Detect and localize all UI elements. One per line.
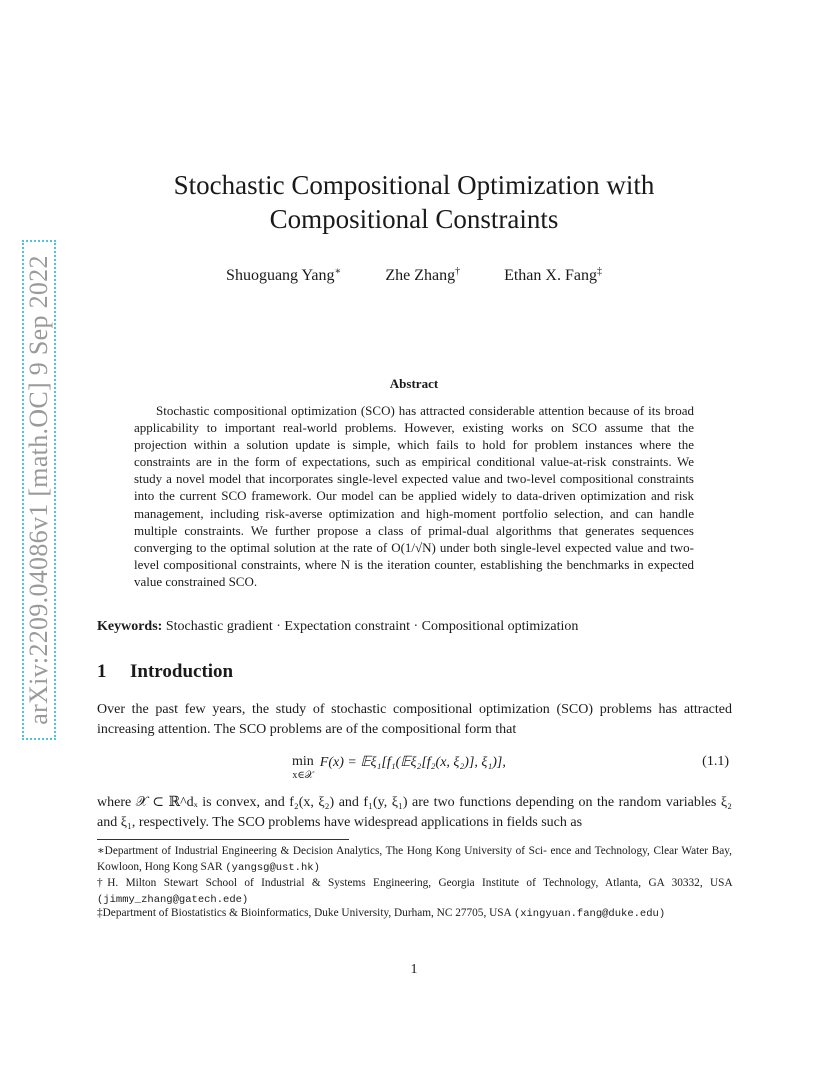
footnote-email: (yangsg@ust.hk) (225, 862, 320, 874)
paper-title (0, 168, 828, 236)
equation-expression: F(x) = 𝔼ξ₁[f₁(𝔼ξ₂[f₂(x, ξ₂)], ξ₁)], (319, 755, 506, 770)
footnote-email: (xingyuan.fang@duke.edu) (513, 908, 666, 920)
footnote-3: ‡Department of Biostatistics & Bioinformatics, Duke University, Durham, NC 27705, USA (xingyuan.fang@duke.edu) (97, 907, 666, 920)
title-line-1: Stochastic Compositional Optimization with (173, 170, 655, 200)
equation-body (292, 754, 506, 781)
footnote-1: ∗Department of Industrial Engineering & Decision Analytics, The Hong Kong University of Sci- ence and Technology, Clear Water Bay, Kowloon, Hong Kong SAR (yangsg@ust.hk) (97, 845, 732, 874)
page-number: 1 (410, 962, 418, 977)
intro-paragraph-1: Over the past few years, the study of stochastic compositional optimization (SCO) problems has attracted increasing attention. The SCO problems are of the compositional form that (97, 702, 732, 737)
section-title: Introduction (130, 661, 234, 682)
footnote-2: †H. Milton Stewart School of Industrial & Systems Engineering, Georgia Institute of Technology, Atlanta, GA 30332, USA (jimmy_zhang@gatech.ede) (97, 877, 732, 906)
abstract-heading: Abstract (389, 376, 439, 391)
abstract-body: Stochastic compositional optimization (SCO) has attracted considerable attention because of its broad applicability to important real-world problems. However, existing works on SCO assume that the projection within a solution update is simple, which fails to hold for problem instances where the constraints are in the form of expectations, such as empirical conditional value-at-risk constraints. We study a novel model that incorporates single-level expected value and two-level compositional constraints into the current SCO framework. Our model can be applied widely to data-driven optimization and risk management, including risk-averse optimization and high-moment portfolio selection, and can handle multiple constraints. We further propose a class of primal-dual algorithms that generates sequences converging to the optimal solution at the rate of O(1/√N) under both single-level expected value and two-level compositional constraints, where N is the iteration counter, establishing the benchmarks in expected value constrained SCO. (134, 403, 694, 589)
intro-paragraph-2: where 𝒳 ⊂ ℝ^dₓ is convex, and f₂(x, ξ₂) and f₁(y, ξ₁) are two functions depending on the random variables ξ₂ and ξ₁, respectively. The SCO problems have widespread applications in fields such as (97, 795, 732, 830)
equation-min-subscript: x∈𝒳 (292, 770, 314, 781)
section-number: 1 (97, 661, 107, 682)
author: Ethan X. Fang‡ (504, 266, 602, 285)
footnote-email: (jimmy_zhang@gatech.ede) (97, 894, 249, 906)
author: Zhe Zhang† (385, 266, 461, 285)
equation-min: min (292, 754, 314, 769)
footnote-divider (97, 839, 349, 840)
section-heading (97, 661, 233, 683)
author: Shuoguang Yang∗ (226, 266, 342, 285)
arxiv-sidebar-stamp (22, 240, 56, 740)
equation-1-1 (97, 752, 732, 782)
equation-number: (1.1) (702, 754, 729, 769)
keywords-text: Stochastic gradient · Expectation constraint · Compositional optimization (165, 619, 579, 634)
author-list (0, 266, 828, 285)
title-line-2: Compositional Constraints (269, 204, 559, 234)
keywords-label: Keywords: (97, 619, 163, 634)
arxiv-identifier: arXiv:2209.04086v1 [math.OC] 9 Sep 2022 (24, 255, 53, 725)
keywords-line (97, 619, 737, 635)
